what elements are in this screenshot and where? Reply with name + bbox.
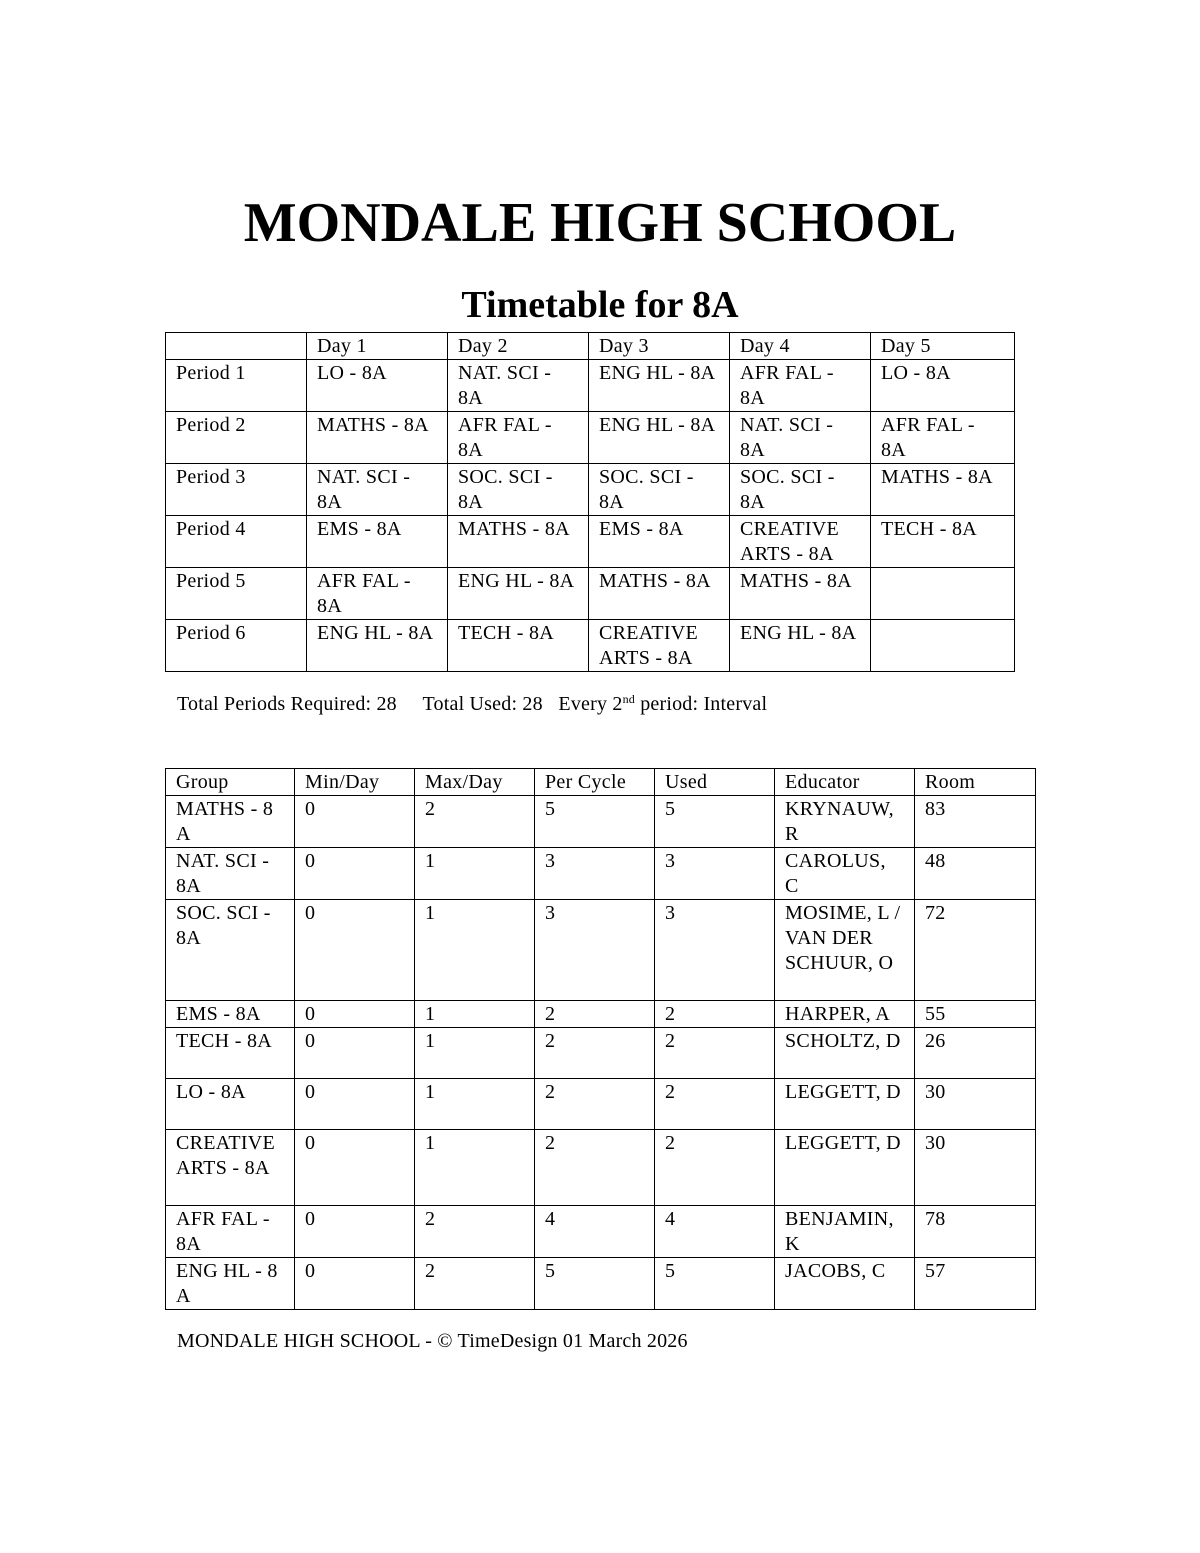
group-column-header: Per Cycle (535, 769, 655, 796)
day-header: Day 4 (730, 333, 871, 360)
group-row (166, 1001, 1036, 1028)
timetable-cell: CREATIVE ARTS - 8A (589, 620, 730, 672)
timetable-cell: ENG HL - 8A (589, 360, 730, 412)
period-label: Period 3 (166, 464, 307, 516)
period-label: Period 5 (166, 568, 307, 620)
group-cell: ENG HL - 8A (166, 1258, 295, 1310)
period-label: Period 1 (166, 360, 307, 412)
group-cell: 3 (655, 848, 775, 900)
group-row (166, 1130, 1036, 1206)
group-cell: 0 (295, 900, 415, 1001)
group-row (166, 900, 1036, 1001)
group-cell: 1 (415, 1079, 535, 1130)
group-cell: 3 (655, 900, 775, 1001)
day-header: Day 2 (448, 333, 589, 360)
group-cell: 55 (915, 1001, 1036, 1028)
group-cell: 48 (915, 848, 1036, 900)
group-cell: 2 (535, 1130, 655, 1206)
period-row (166, 620, 1015, 672)
group-cell: 0 (295, 1001, 415, 1028)
group-cell: 1 (415, 848, 535, 900)
group-cell: HARPER, A (775, 1001, 915, 1028)
group-row (166, 848, 1036, 900)
timetable-grid (165, 332, 1015, 672)
timetable-cell: MATHS - 8A (448, 516, 589, 568)
timetable-cell: CREATIVE ARTS - 8A (730, 516, 871, 568)
timetable-cell: ENG HL - 8A (589, 412, 730, 464)
timetable-cell: ENG HL - 8A (307, 620, 448, 672)
period-row (166, 412, 1015, 464)
group-cell: 5 (535, 1258, 655, 1310)
group-cell: 2 (415, 1206, 535, 1258)
group-cell: SCHOLTZ, D (775, 1028, 915, 1079)
period-row (166, 360, 1015, 412)
timetable-cell: ENG HL - 8A (448, 568, 589, 620)
group-cell: CREATIVE ARTS - 8A (166, 1130, 295, 1206)
group-cell: 1 (415, 1130, 535, 1206)
period-row (166, 568, 1015, 620)
group-cell: 0 (295, 1258, 415, 1310)
day-header: Day 5 (871, 333, 1015, 360)
group-cell: 0 (295, 848, 415, 900)
period-label: Period 2 (166, 412, 307, 464)
group-cell: 0 (295, 1130, 415, 1206)
group-cell: 2 (535, 1028, 655, 1079)
group-cell: 4 (535, 1206, 655, 1258)
group-cell: 30 (915, 1079, 1036, 1130)
group-cell: 5 (535, 796, 655, 848)
group-cell: TECH - 8A (166, 1028, 295, 1079)
group-cell: 1 (415, 1001, 535, 1028)
group-cell: 83 (915, 796, 1036, 848)
timetable-cell: SOC. SCI - 8A (589, 464, 730, 516)
group-cell: MOSIME, L / VAN DER SCHUUR, O (775, 900, 915, 1001)
timetable-cell (871, 620, 1015, 672)
timetable-cell: LO - 8A (871, 360, 1015, 412)
group-cell: 2 (655, 1130, 775, 1206)
day-header: Day 3 (589, 333, 730, 360)
timetable-cell: AFR FAL - 8A (730, 360, 871, 412)
group-cell: 5 (655, 1258, 775, 1310)
day-header: Day 1 (307, 333, 448, 360)
timetable-cell: ENG HL - 8A (730, 620, 871, 672)
group-cell: 0 (295, 1079, 415, 1130)
group-cell: 30 (915, 1130, 1036, 1206)
group-cell: 26 (915, 1028, 1036, 1079)
total-used: Total Used: 28 (422, 693, 543, 715)
group-cell: 5 (655, 796, 775, 848)
group-cell: KRYNAUW, R (775, 796, 915, 848)
group-cell: 78 (915, 1206, 1036, 1258)
group-cell: 1 (415, 1028, 535, 1079)
document-title: MONDALE HIGH SCHOOL (243, 192, 957, 254)
group-column-header: Educator (775, 769, 915, 796)
period-row (166, 516, 1015, 568)
group-cell: 72 (915, 900, 1036, 1001)
group-cell: LEGGETT, D (775, 1079, 915, 1130)
group-cell: MATHS - 8A (166, 796, 295, 848)
group-row (166, 796, 1036, 848)
timetable-cell: MATHS - 8A (871, 464, 1015, 516)
timetable-cell: SOC. SCI - 8A (730, 464, 871, 516)
timetable-cell: TECH - 8A (448, 620, 589, 672)
timetable-subtitle: Timetable for 8A (461, 284, 739, 326)
group-cell: AFR FAL - 8A (166, 1206, 295, 1258)
interval-note: Every 2nd period: Interval (558, 692, 768, 715)
timetable-cell: NAT. SCI - 8A (730, 412, 871, 464)
timetable-header-row (166, 333, 1015, 360)
timetable-cell: MATHS - 8A (730, 568, 871, 620)
group-allocation-table (165, 768, 1036, 1310)
group-cell: 2 (415, 1258, 535, 1310)
group-column-header: Max/Day (415, 769, 535, 796)
period-label: Period 6 (166, 620, 307, 672)
timetable-cell: LO - 8A (307, 360, 448, 412)
group-column-header: Min/Day (295, 769, 415, 796)
timetable-cell: NAT. SCI - 8A (307, 464, 448, 516)
group-column-header: Room (915, 769, 1036, 796)
group-cell: 3 (535, 848, 655, 900)
period-label: Period 4 (166, 516, 307, 568)
footer-copyright: MONDALE HIGH SCHOOL - © TimeDesign 01 March 2026 (177, 1330, 688, 1352)
total-required: Total Periods Required: 28 (177, 693, 397, 715)
period-summary (177, 691, 767, 717)
group-header-row (166, 769, 1036, 796)
group-cell: 2 (535, 1001, 655, 1028)
group-cell: 0 (295, 1206, 415, 1258)
timetable-cell: EMS - 8A (589, 516, 730, 568)
timetable-cell (871, 568, 1015, 620)
timetable-cell: AFR FAL - 8A (307, 568, 448, 620)
corner-cell (166, 333, 307, 360)
group-cell: LEGGETT, D (775, 1130, 915, 1206)
group-cell: LO - 8A (166, 1079, 295, 1130)
group-column-header: Group (166, 769, 295, 796)
group-cell: 57 (915, 1258, 1036, 1310)
group-cell: 1 (415, 900, 535, 1001)
group-cell: BENJAMIN, K (775, 1206, 915, 1258)
timetable-cell: AFR FAL - 8A (871, 412, 1015, 464)
group-cell: 2 (535, 1079, 655, 1130)
group-cell: JACOBS, C (775, 1258, 915, 1310)
timetable-cell: MATHS - 8A (307, 412, 448, 464)
timetable-cell: SOC. SCI - 8A (448, 464, 589, 516)
timetable-cell: EMS - 8A (307, 516, 448, 568)
timetable-cell: NAT. SCI - 8A (448, 360, 589, 412)
group-cell: 2 (655, 1028, 775, 1079)
group-cell: EMS - 8A (166, 1001, 295, 1028)
group-cell: SOC. SCI - 8A (166, 900, 295, 1001)
timetable-cell: AFR FAL - 8A (448, 412, 589, 464)
timetable-cell: TECH - 8A (871, 516, 1015, 568)
group-cell: 4 (655, 1206, 775, 1258)
group-cell: 2 (655, 1079, 775, 1130)
group-cell: 3 (535, 900, 655, 1001)
group-row (166, 1079, 1036, 1130)
group-row (166, 1028, 1036, 1079)
group-cell: 2 (415, 796, 535, 848)
period-row (166, 464, 1015, 516)
group-row (166, 1206, 1036, 1258)
group-cell: 0 (295, 796, 415, 848)
group-cell: CAROLUS, C (775, 848, 915, 900)
group-row (166, 1258, 1036, 1310)
timetable-cell: MATHS - 8A (589, 568, 730, 620)
group-cell: 2 (655, 1001, 775, 1028)
group-column-header: Used (655, 769, 775, 796)
group-cell: NAT. SCI - 8A (166, 848, 295, 900)
group-cell: 0 (295, 1028, 415, 1079)
